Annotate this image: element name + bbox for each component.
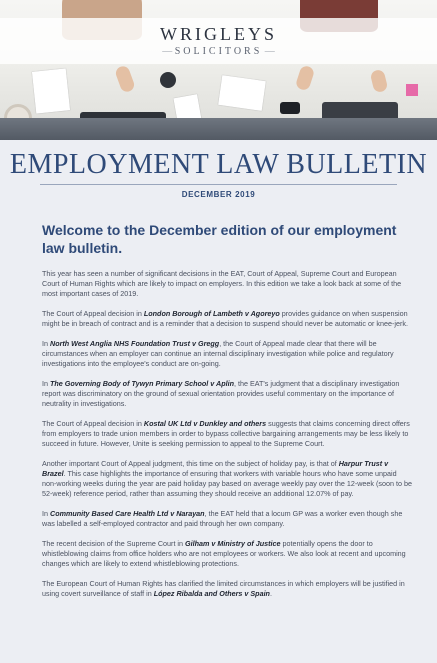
mug-shape: [160, 72, 176, 88]
paragraph-text: In: [42, 379, 50, 388]
paragraph-text: In: [42, 509, 50, 518]
paragraph-text: In: [42, 339, 50, 348]
title-rule: [40, 184, 397, 185]
paragraph-text: , the Court of Appeal made clear that there will be circumstances when an employer can continue an internal disciplinary investigation while police and regulatory investigations into the employee's conduct are on-going.: [42, 339, 394, 368]
paragraph-text: .: [269, 589, 272, 598]
paragraph: [42, 309, 413, 329]
phone-shape: [280, 102, 300, 114]
paragraph: [42, 459, 413, 499]
paragraph-text: potentially opens the door to whistleblowing claims from office holders who are not employees or workers. We also look at recent and upcoming changes which are likely to extend whistleblowing protections.: [42, 539, 406, 568]
masthead: [0, 150, 437, 199]
paragraph-text: . This case highlights the importance of ensuring that workers with variable hours who have some unpaid non-working weeks during the year are paid holiday pay based on average weekly pay over the 12-week (soon to be 52-week) reference period, rather than assuming they should receive an additional 12.07% of pay.: [42, 469, 412, 498]
paragraph-text: provides guidance on when suspension might be in breach of contract and is a reminder that a decision to suspend should never be automatic or knee-jerk.: [42, 309, 408, 328]
case-name: Gilham v Ministry of Justice: [185, 539, 281, 548]
paragraph-text: The recent decision of the Supreme Court in: [42, 539, 186, 548]
paragraph: [42, 579, 413, 599]
paragraph-text: The Court of Appeal decision in: [42, 309, 144, 318]
brand-logo: WRIGLEYS: [160, 24, 277, 44]
paragraph: [42, 419, 413, 449]
paragraph-text: , the EAT's judgment that a disciplinary investigation report was discriminatory on the ground of sexual orientation provides useful commentary on the importance of neutrality in investigations.: [42, 379, 400, 408]
hand-shape: [370, 69, 389, 94]
paper-shape: [32, 68, 70, 113]
case-name: López Ribalda and Others v Spain: [153, 589, 270, 598]
paragraph: [42, 539, 413, 569]
case-name: Harpur Trust v Brazel: [42, 459, 389, 478]
paper-shape: [218, 75, 266, 111]
case-name: The Governing Body of Tywyn Primary School v Aplin: [50, 379, 234, 388]
sticky-note-shape: [406, 84, 418, 96]
paragraph-text: This year has seen a number of significant decisions in the EAT, Court of Appeal, Supreme Court and European Court of Human Rights which are likely to impact on employers. In this edition we take a look back at some of the most important cases of 2019.: [42, 269, 402, 298]
bulletin-content: [0, 221, 437, 599]
paragraph: [42, 339, 413, 369]
paragraph-text: suggests that claims concerning direct offers from employers to trade union members in order to bypass collective bargaining arrangements may be less likely to succeed in future. However, Unite is seeking permission to appeal to the Supreme Court.: [42, 419, 410, 448]
case-name: London Borough of Lambeth v Agoreyo: [143, 309, 280, 318]
paragraph-text: Another important Court of Appeal judgment, this time on the subject of holiday pay, is that of: [42, 459, 339, 468]
paragraph-text: The Court of Appeal decision in: [42, 419, 144, 428]
hand-shape: [114, 64, 136, 93]
paragraph-text: The European Court of Human Rights has clarified the limited circumstances in which employers will be justified in using covert surveillance of staff in: [42, 579, 405, 598]
brand-subtitle: — SOLICITORS —: [0, 46, 437, 57]
logo-band: [0, 18, 437, 64]
paragraph-text: , the EAT held that a locum GP was a worker even though she was labelled a self-employed contractor and paid through her own company.: [42, 509, 403, 528]
hand-shape: [295, 64, 316, 91]
header-photo: [0, 0, 437, 140]
paragraph: [42, 509, 413, 529]
case-name: North West Anglia NHS Foundation Trust v Gregg: [50, 339, 220, 348]
desk-edge: [0, 118, 437, 140]
welcome-heading: Welcome to the December edition of our employment law bulletin.: [42, 222, 397, 256]
paragraph: [42, 269, 413, 299]
bulletin-title: EMPLOYMENT LAW BULLETIN: [9, 149, 428, 180]
case-name: Community Based Care Health Ltd v Narayan: [50, 509, 205, 518]
issue-date: DECEMBER 2019: [181, 190, 256, 199]
paragraph: [42, 379, 413, 409]
case-name: Kostal UK Ltd v Dunkley and others: [143, 419, 267, 428]
